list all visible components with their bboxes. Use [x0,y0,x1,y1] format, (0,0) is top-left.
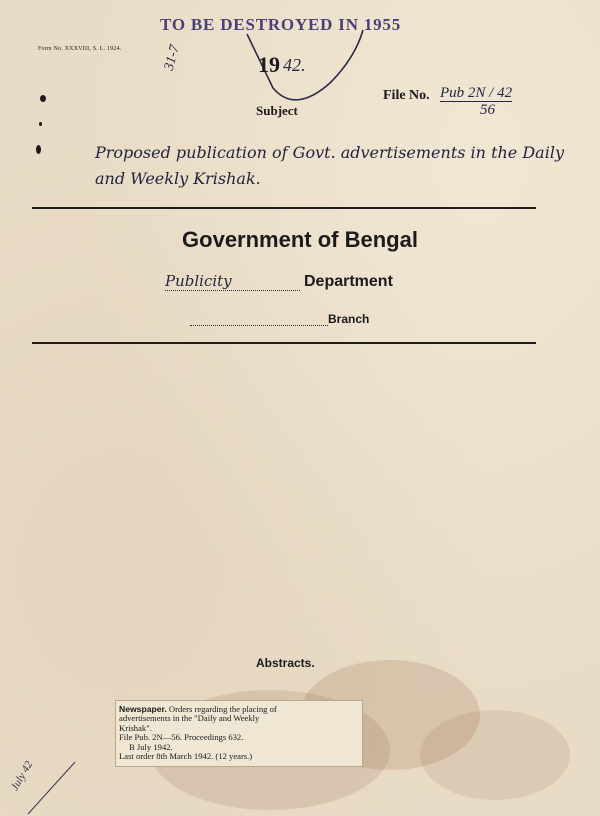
subject-label: Subject [256,103,298,118]
abstract-heading: Newspaper. [119,704,167,714]
file-no-label: File No. [383,88,430,103]
department-label: Department [304,273,393,290]
department-row [165,272,393,291]
branch-row [190,312,369,326]
file-no-line1: Pub 2N / 42 [440,85,513,101]
subject-text: Proposed publication of Govt. advertisements in the Daily and Weekly Krishak. [95,143,564,188]
abstract-line6: Last order 8th March 1942. (12 years.) [119,751,253,762]
file-no-value [440,85,512,118]
branch-label: Branch [328,312,370,326]
abstract-line1: Orders regarding the placing of [168,704,277,714]
abstracts-heading: Abstracts. [256,656,315,670]
abstract-line5: B July 1942. [129,741,173,752]
form-number: Form No. XXXVIII, S. L. 1924. [38,46,122,52]
divider-rule [32,207,536,209]
branch-blank [190,315,328,326]
punch-hole [40,95,46,102]
abstract-line3: Krishak". [119,722,152,733]
corner-stroke-icon [20,760,80,816]
year-printed: 19 [258,52,280,77]
file-no-line2: 56 [480,102,495,118]
destroy-stamp: TO BE DESTROYED IN 1955 [160,15,402,34]
year-handwritten: 42. [283,55,306,75]
divider-rule [32,342,536,344]
punch-hole [36,145,41,154]
margin-note: 31-7 [161,43,183,73]
punch-hole [39,122,42,126]
government-title: Government of Bengal [182,227,418,252]
department-handwritten: Publicity [165,272,300,291]
abstract-line2: advertisements in the "Daily and Weekly [119,713,260,724]
paper-stain [420,710,570,800]
abstract-line4: File Pub. 2N—56. Proceedings 632. [119,732,244,743]
abstract-slip [115,700,363,767]
corner-note: July 42 [8,759,36,793]
